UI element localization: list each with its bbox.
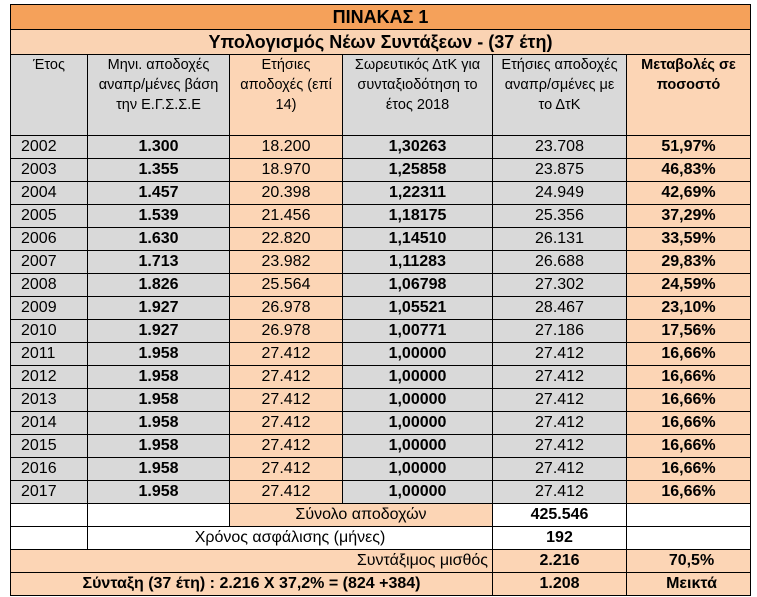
cell-annual: 25.564: [230, 274, 343, 297]
cell-dtk: 1,00000: [343, 389, 493, 412]
cell-monthly: 1.630: [88, 228, 230, 251]
table-row: [11, 297, 751, 320]
cell-dtk: 1,11283: [343, 251, 493, 274]
table-row: [11, 159, 751, 182]
cell-dtk: 1,00771: [343, 320, 493, 343]
table-row: [11, 366, 751, 389]
cell-year: 2003: [11, 159, 88, 182]
cell-dtk: 1,18175: [343, 205, 493, 228]
cell-year: 2004: [11, 182, 88, 205]
cell-annual: 27.412: [230, 481, 343, 504]
header-adjusted: Ετήσιες αποδοχές αναπρ/σμένες με το ΔτΚ: [493, 55, 627, 136]
header-annual: Ετήσιες αποδοχές (επί 14): [230, 55, 343, 136]
pension-label: Σύνταξη (37 έτη) : 2.216 Χ 37,2% = (824 +384): [11, 573, 493, 596]
footer-months-row: [11, 527, 751, 550]
cell-annual: 27.412: [230, 343, 343, 366]
cell-change: 42,69%: [627, 182, 751, 205]
cell-change: 46,83%: [627, 159, 751, 182]
cell-adjusted: 27.412: [493, 481, 627, 504]
table-row: [11, 389, 751, 412]
cell-adjusted: 27.302: [493, 274, 627, 297]
cell-adjusted: 23.708: [493, 136, 627, 159]
footer-total-row: [11, 504, 751, 527]
cell-adjusted: 27.412: [493, 412, 627, 435]
cell-annual: 23.982: [230, 251, 343, 274]
cell-change: 29,83%: [627, 251, 751, 274]
cell-change: 16,66%: [627, 481, 751, 504]
cell-adjusted: 27.186: [493, 320, 627, 343]
cell-monthly: 1.958: [88, 435, 230, 458]
cell-year: 2015: [11, 435, 88, 458]
table-row: [11, 205, 751, 228]
cell-monthly: 1.355: [88, 159, 230, 182]
header-dtk: Σωρευτικός ΔτΚ για συνταξιοδότηση το έτος 2018: [343, 55, 493, 136]
cell-year: 2005: [11, 205, 88, 228]
cell-adjusted: 27.412: [493, 389, 627, 412]
cell-dtk: 1,22311: [343, 182, 493, 205]
header-change: Μεταβολές σε ποσοστό: [627, 55, 751, 136]
cell-annual: 27.412: [230, 366, 343, 389]
cell-change: 17,56%: [627, 320, 751, 343]
cell-monthly: 1.713: [88, 251, 230, 274]
months-label: Χρόνος ασφάλισης (μήνες): [88, 527, 493, 550]
table-row: [11, 182, 751, 205]
cell-monthly: 1.927: [88, 320, 230, 343]
salary-value: 2.216: [493, 550, 627, 573]
cell-monthly: 1.300: [88, 136, 230, 159]
cell-dtk: 1,00000: [343, 366, 493, 389]
cell-adjusted: 28.467: [493, 297, 627, 320]
title-row: [11, 5, 751, 30]
table-row: [11, 481, 751, 504]
cell-change: 16,66%: [627, 435, 751, 458]
cell-adjusted: 25.356: [493, 205, 627, 228]
cell-dtk: 1,00000: [343, 343, 493, 366]
cell-adjusted: 26.688: [493, 251, 627, 274]
cell-annual: 22.820: [230, 228, 343, 251]
table-row: [11, 435, 751, 458]
cell-annual: 21.456: [230, 205, 343, 228]
cell-annual: 26.978: [230, 320, 343, 343]
table-row: [11, 136, 751, 159]
cell-dtk: 1,00000: [343, 412, 493, 435]
cell-dtk: 1,00000: [343, 481, 493, 504]
cell-adjusted: 27.412: [493, 435, 627, 458]
cell-adjusted: 24.949: [493, 182, 627, 205]
table-row: [11, 458, 751, 481]
subtitle-row: [11, 30, 751, 55]
cell-year: 2006: [11, 228, 88, 251]
header-row: [11, 55, 751, 136]
cell-year: 2013: [11, 389, 88, 412]
table-title: ΠΙΝΑΚΑΣ 1: [11, 5, 751, 30]
cell-adjusted: 27.412: [493, 366, 627, 389]
cell-change: 23,10%: [627, 297, 751, 320]
total-value: 425.546: [493, 504, 627, 527]
table-row: [11, 274, 751, 297]
table-row: [11, 228, 751, 251]
cell-monthly: 1.958: [88, 481, 230, 504]
cell-annual: 26.978: [230, 297, 343, 320]
cell-year: 2012: [11, 366, 88, 389]
cell-change: 16,66%: [627, 366, 751, 389]
table-row: [11, 251, 751, 274]
table-row: [11, 343, 751, 366]
cell-year: 2010: [11, 320, 88, 343]
cell-year: 2007: [11, 251, 88, 274]
salary-label: Συντάξιμος μισθός: [11, 550, 493, 573]
cell-monthly: 1.539: [88, 205, 230, 228]
table-row: [11, 412, 751, 435]
cell-change: 24,59%: [627, 274, 751, 297]
cell-dtk: 1,00000: [343, 435, 493, 458]
cell-annual: 27.412: [230, 458, 343, 481]
cell-adjusted: 26.131: [493, 228, 627, 251]
footer-salary-row: [11, 550, 751, 573]
cell-change: 16,66%: [627, 343, 751, 366]
cell-annual: 27.412: [230, 389, 343, 412]
cell-year: 2011: [11, 343, 88, 366]
cell-dtk: 1,30263: [343, 136, 493, 159]
table-subtitle: Υπολογισμός Νέων Συντάξεων - (37 έτη): [11, 30, 751, 55]
pension-note: Μεικτά: [627, 573, 751, 596]
cell-year: 2002: [11, 136, 88, 159]
cell-change: 37,29%: [627, 205, 751, 228]
cell-dtk: 1,00000: [343, 458, 493, 481]
cell-year: 2008: [11, 274, 88, 297]
header-year: Έτος: [11, 55, 88, 136]
header-monthly: Μηνι. αποδοχές αναπρ/μένες βάση την Ε.Γ.Σ.Σ.Ε: [88, 55, 230, 136]
cell-year: 2016: [11, 458, 88, 481]
cell-change: 33,59%: [627, 228, 751, 251]
pension-table: [10, 4, 751, 596]
cell-adjusted: 23.875: [493, 159, 627, 182]
cell-monthly: 1.958: [88, 343, 230, 366]
total-label: Σύνολο αποδοχών: [230, 504, 493, 527]
cell-year: 2014: [11, 412, 88, 435]
cell-monthly: 1.826: [88, 274, 230, 297]
cell-change: 16,66%: [627, 458, 751, 481]
cell-dtk: 1,14510: [343, 228, 493, 251]
cell-monthly: 1.958: [88, 458, 230, 481]
cell-year: 2017: [11, 481, 88, 504]
cell-adjusted: 27.412: [493, 343, 627, 366]
table-row: [11, 320, 751, 343]
cell-dtk: 1,25858: [343, 159, 493, 182]
cell-monthly: 1.457: [88, 182, 230, 205]
cell-monthly: 1.958: [88, 412, 230, 435]
footer-pension-row: [11, 573, 751, 596]
cell-change: 51,97%: [627, 136, 751, 159]
cell-year: 2009: [11, 297, 88, 320]
cell-adjusted: 27.412: [493, 458, 627, 481]
months-value: 192: [493, 527, 627, 550]
cell-annual: 18.200: [230, 136, 343, 159]
cell-annual: 27.412: [230, 435, 343, 458]
cell-change: 16,66%: [627, 389, 751, 412]
cell-monthly: 1.958: [88, 389, 230, 412]
cell-monthly: 1.927: [88, 297, 230, 320]
cell-monthly: 1.958: [88, 366, 230, 389]
cell-change: 16,66%: [627, 412, 751, 435]
cell-dtk: 1,05521: [343, 297, 493, 320]
pension-table-sheet: [10, 4, 750, 596]
cell-annual: 20.398: [230, 182, 343, 205]
pension-value: 1.208: [493, 573, 627, 596]
cell-dtk: 1,06798: [343, 274, 493, 297]
cell-annual: 27.412: [230, 412, 343, 435]
cell-annual: 18.970: [230, 159, 343, 182]
salary-percent: 70,5%: [627, 550, 751, 573]
